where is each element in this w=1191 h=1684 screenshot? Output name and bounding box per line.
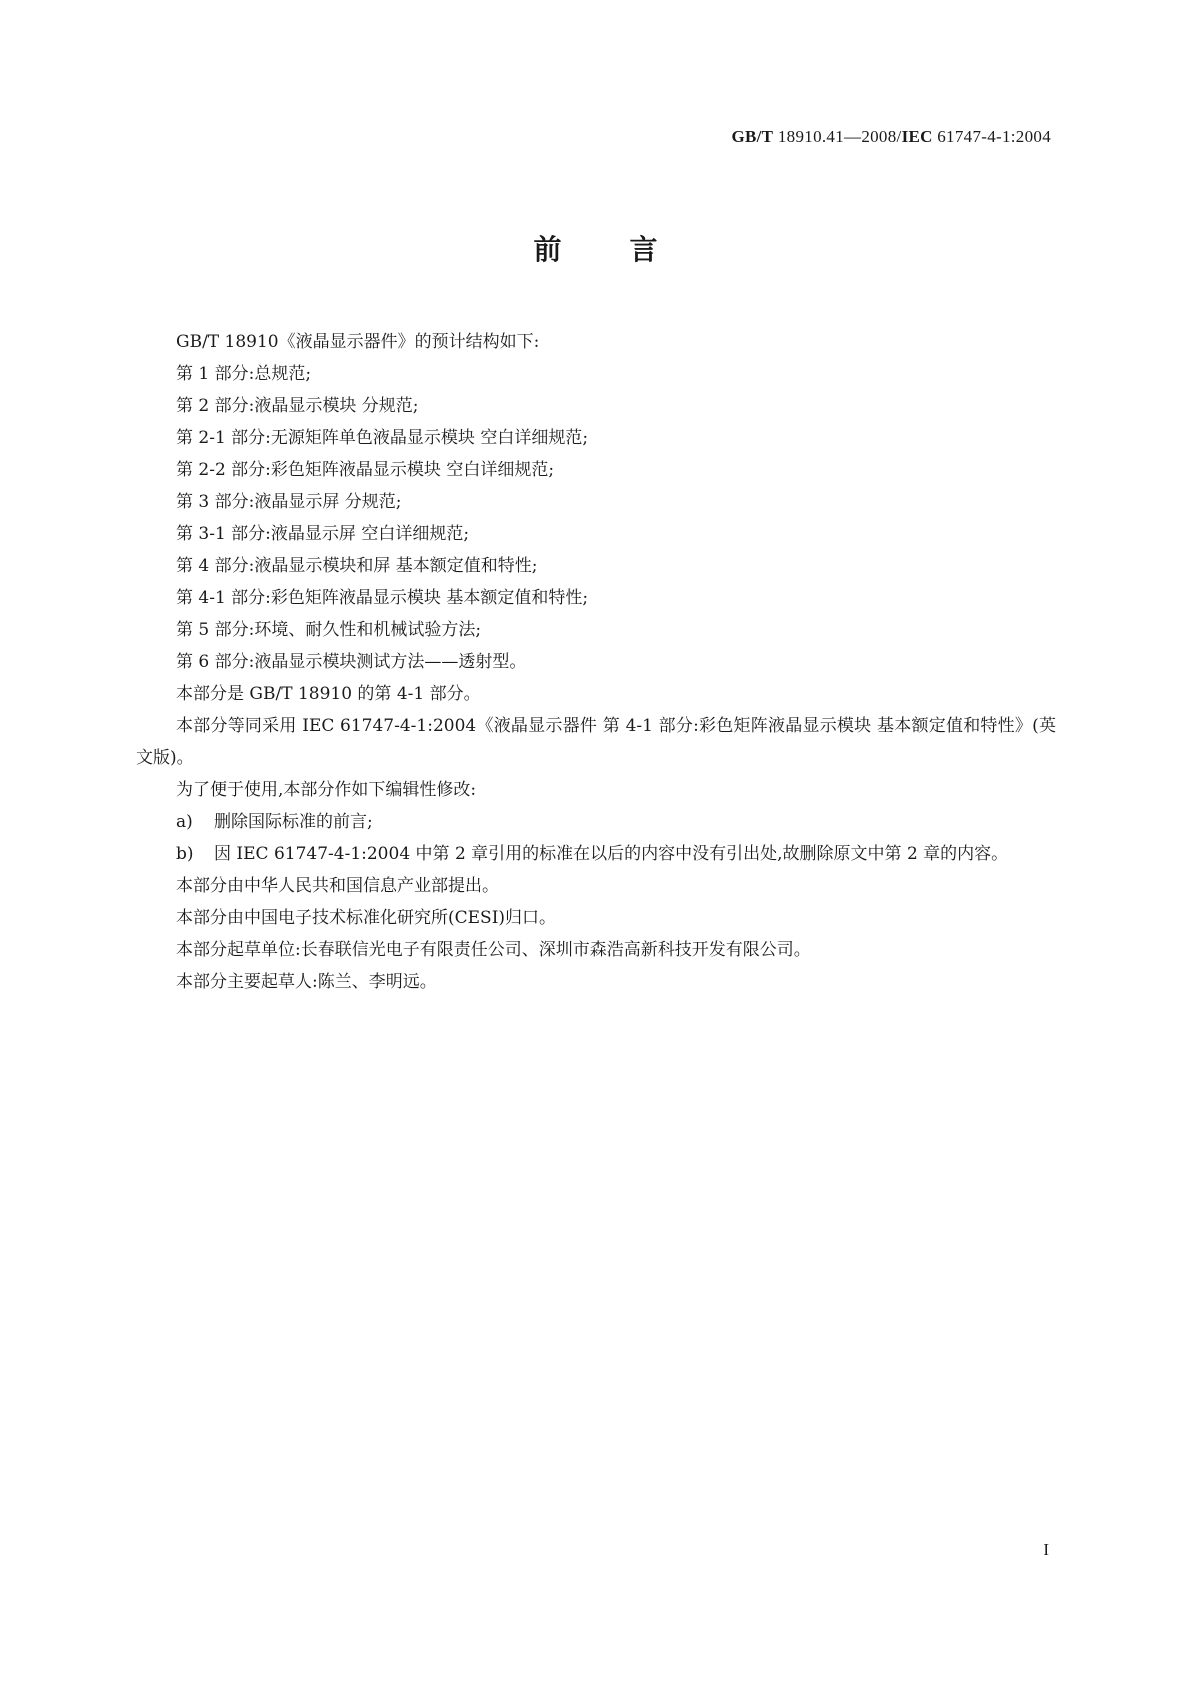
paragraph-edits-intro: 为了便于使用,本部分作如下编辑性修改: bbox=[176, 780, 477, 800]
header-gb-number: 18910.41—2008/ bbox=[773, 127, 902, 146]
paragraph-part-3-1: 第 3-1 部分:液晶显示屏 空白详细规范; bbox=[176, 524, 470, 544]
title-char-2: 言 bbox=[629, 233, 658, 266]
header-iec-number: 61747-4-1:2004 bbox=[932, 127, 1051, 146]
paragraph-proposed-by: 本部分由中华人民共和国信息产业部提出。 bbox=[176, 876, 499, 896]
standard-number-header bbox=[732, 127, 1052, 147]
foreword-body bbox=[136, 326, 1056, 998]
list-item-text: 删除国际标准的前言; bbox=[214, 812, 373, 832]
paragraph-part-1: 第 1 部分:总规范; bbox=[176, 364, 312, 384]
list-item-marker: a) bbox=[176, 812, 193, 832]
paragraph-drafting-units: 本部分起草单位:长春联信光电子有限责任公司、深圳市森浩高新科技开发有限公司。 bbox=[176, 940, 811, 960]
paragraph-adoption: 本部分等同采用 IEC 61747-4-1:2004《液晶显示器件 第 4-1 部分:彩色矩阵液晶显示模块 基本额定值和特性》(英文版)。 bbox=[136, 716, 1056, 768]
paragraph-part-5: 第 5 部分:环境、耐久性和机械试验方法; bbox=[176, 620, 482, 640]
paragraph-part-3: 第 3 部分:液晶显示屏 分规范; bbox=[176, 492, 402, 512]
header-iec: IEC bbox=[901, 127, 933, 146]
paragraph-structure-intro: GB/T 18910《液晶显示器件》的预计结构如下: bbox=[176, 332, 540, 352]
page-number: I bbox=[1043, 1540, 1049, 1559]
paragraph-part-4: 第 4 部分:液晶显示模块和屏 基本额定值和特性; bbox=[176, 556, 538, 576]
page-title bbox=[0, 228, 1191, 268]
paragraph-part-4-1: 第 4-1 部分:彩色矩阵液晶显示模块 基本额定值和特性; bbox=[176, 588, 589, 608]
list-item-marker: b) bbox=[176, 844, 194, 864]
header-gbt: GB/T bbox=[731, 127, 774, 146]
paragraph-centralized-by: 本部分由中国电子技术标准化研究所(CESI)归口。 bbox=[176, 908, 557, 928]
list-item bbox=[136, 806, 1056, 838]
paragraph-part-6: 第 6 部分:液晶显示模块测试方法——透射型。 bbox=[176, 652, 527, 672]
paragraph-part-2-2: 第 2-2 部分:彩色矩阵液晶显示模块 空白详细规范; bbox=[176, 460, 555, 480]
title-char-1: 前 bbox=[533, 233, 562, 266]
paragraph-part-2: 第 2 部分:液晶显示模块 分规范; bbox=[176, 396, 419, 416]
list-item-text: 因 IEC 61747-4-1:2004 中第 2 章引用的标准在以后的内容中没有引出处,故删除原文中第 2 章的内容。 bbox=[214, 844, 1009, 864]
paragraph-drafters: 本部分主要起草人:陈兰、李明远。 bbox=[176, 972, 437, 992]
paragraph-this-part: 本部分是 GB/T 18910 的第 4-1 部分。 bbox=[176, 684, 481, 704]
list-item bbox=[136, 838, 1056, 870]
paragraph-part-2-1: 第 2-1 部分:无源矩阵单色液晶显示模块 空白详细规范; bbox=[176, 428, 589, 448]
